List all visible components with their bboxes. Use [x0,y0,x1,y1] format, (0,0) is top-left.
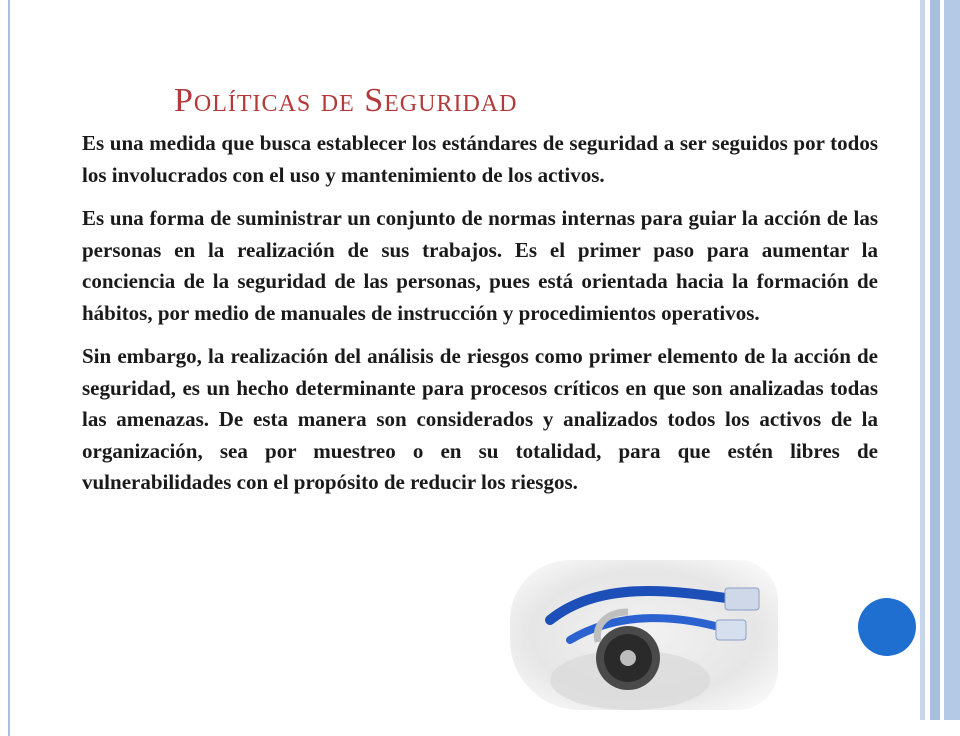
slide-body [82,128,878,511]
paragraph-1: Es una medida que busca establecer los estándares de seguridad a ser seguidos por todos los involucrados con el uso y mantenimiento de los activos. [82,131,878,187]
paragraph-2: Es una forma de suministrar un conjunto de normas internas para guiar la acción de las personas en la realización de sus trabajos. Es el primer paso para aumentar la conciencia de la seguridad de las personas, pues está orientada hacia la formación de hábitos, por medio de manuales de instrucción y procedimientos operativos. [82,206,878,325]
decorative-blue-circle [858,598,916,656]
padlock-network-cable-icon [510,560,778,710]
decorative-side-band [916,0,960,720]
slide-title: Políticas de Seguridad [174,82,518,119]
paragraph-3: Sin embargo, la realización del análisis de riesgos como primer elemento de la acción de seguridad, es un hecho determinante para procesos críticos en que son analizadas todas las amenazas. De esta manera son considerados y analizados todos los activos de la organización, sea por muestreo o en su totalidad, para que estén libres de vulnerabilidades con el propósito de reducir los riesgos. [82,344,878,494]
